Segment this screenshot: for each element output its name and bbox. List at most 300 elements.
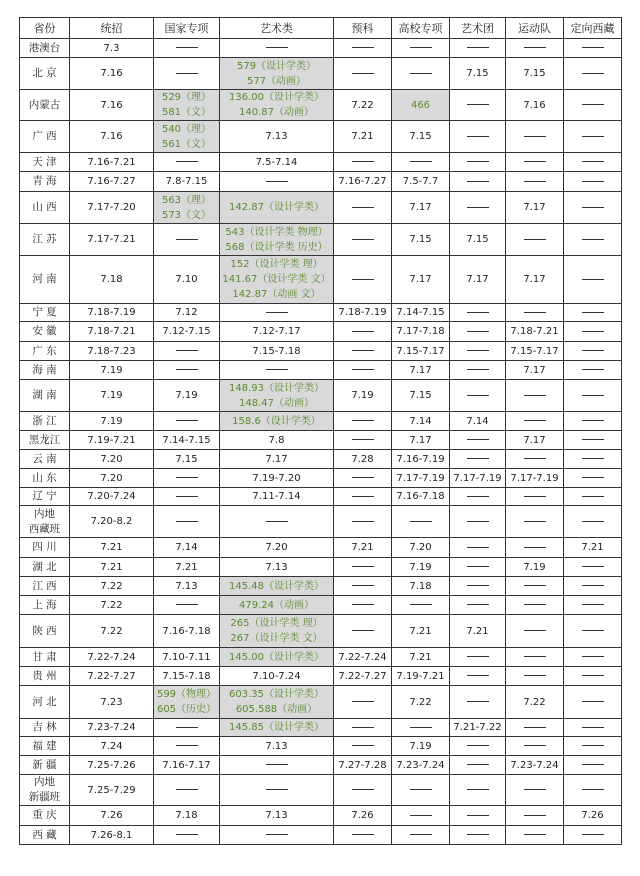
cell-art-troupe [450, 596, 506, 615]
empty-dash [467, 834, 489, 835]
cell-text: 563（理） [161, 194, 212, 206]
cell-national-special [154, 719, 220, 737]
cell-text: 西藏班 [28, 522, 61, 535]
cell-arts [220, 450, 334, 469]
empty-dash [176, 477, 198, 478]
empty-dash [352, 477, 374, 478]
cell-tibet-directed [564, 615, 622, 648]
cell-tibet-directed [564, 538, 622, 558]
cell-arts [220, 39, 334, 58]
cell-unified [70, 775, 154, 806]
cell-art-troupe [450, 826, 506, 845]
cell-art-troupe [450, 506, 506, 538]
cell-text: 479.24（动画） [239, 599, 314, 611]
cell-arts [220, 648, 334, 667]
cell-national-special [154, 826, 220, 845]
cell-text: 贵 州 [32, 669, 57, 682]
cell-text: 7.13 [265, 131, 288, 142]
cell-tibet-directed [564, 192, 622, 224]
empty-dash [410, 521, 432, 522]
empty-dash [524, 395, 546, 396]
table-row [20, 90, 622, 121]
cell-text: 7.17-7.19 [453, 472, 502, 484]
cell-text: 7.23-7.24 [396, 759, 445, 771]
cell-unified [70, 256, 154, 304]
cell-text: 7.27-7.28 [338, 759, 387, 771]
table-row [20, 506, 622, 538]
empty-dash [582, 279, 604, 280]
cell-text: 7.15 [466, 68, 489, 79]
cell-text: 7.17 [523, 274, 546, 285]
cell-arts [220, 412, 334, 431]
cell-province [20, 58, 70, 90]
cell-province [20, 192, 70, 224]
cell-text: 7.23-7.24 [87, 722, 136, 733]
cell-text: 7.22-7.27 [87, 670, 136, 682]
cell-text: 7.12-7.17 [252, 326, 301, 337]
empty-dash [176, 47, 198, 48]
cell-sports-team [506, 256, 564, 304]
cell-tibet-directed [564, 450, 622, 469]
empty-dash [176, 73, 198, 74]
cell-university-special [392, 775, 450, 806]
cell-tibet-directed [564, 380, 622, 412]
empty-dash [410, 161, 432, 162]
cell-province [20, 737, 70, 756]
cell-province [20, 506, 70, 538]
cell-university-special [392, 431, 450, 450]
cell-national-special [154, 361, 220, 380]
cell-text: 7.19-7.21 [87, 434, 136, 446]
cell-sports-team [506, 361, 564, 380]
cell-unified [70, 412, 154, 431]
empty-dash [467, 585, 489, 586]
cell-text: 7.13 [265, 740, 288, 752]
empty-dash [352, 630, 374, 631]
cell-province [20, 806, 70, 826]
cell-national-special [154, 58, 220, 90]
cell-text: 7.19 [409, 561, 432, 573]
cell-text: 海 南 [32, 363, 57, 376]
cell-text: 7.15 [409, 131, 432, 142]
cell-text: 港澳台 [28, 41, 61, 54]
cell-text: 148.93（设计学类） [229, 382, 324, 394]
cell-text: 466 [410, 99, 431, 111]
empty-dash [352, 350, 374, 351]
cell-preparatory [334, 153, 392, 172]
empty-dash [467, 604, 489, 605]
cell-arts [220, 172, 334, 192]
cell-province [20, 450, 70, 469]
cell-sports-team [506, 686, 564, 719]
cell-text: 142.87（设计学类） [229, 202, 324, 213]
cell-unified [70, 737, 154, 756]
cell-national-special [154, 737, 220, 756]
cell-university-special [392, 756, 450, 775]
cell-unified [70, 192, 154, 224]
cell-unified [70, 450, 154, 469]
empty-dash [467, 496, 489, 497]
cell-university-special [392, 469, 450, 488]
cell-university-special [392, 667, 450, 686]
empty-dash [582, 764, 604, 765]
cell-province [20, 172, 70, 192]
empty-dash [266, 764, 288, 765]
cell-art-troupe [450, 58, 506, 90]
cell-unified [70, 431, 154, 450]
empty-dash [467, 395, 489, 396]
cell-text: 7.16 [100, 68, 123, 79]
cell-text: 7.20-7.24 [87, 491, 136, 502]
cell-unified [70, 153, 154, 172]
cell-province [20, 469, 70, 488]
cell-arts [220, 577, 334, 596]
empty-dash [410, 789, 432, 790]
cell-sports-team [506, 577, 564, 596]
cell-text: 7.15 [409, 234, 432, 245]
cell-text: 7.17-7.21 [87, 234, 136, 245]
cell-text: 7.17-7.20 [87, 202, 136, 213]
empty-dash [352, 585, 374, 586]
cell-province [20, 686, 70, 719]
cell-text: 7.18 [175, 810, 198, 821]
cell-tibet-directed [564, 39, 622, 58]
cell-sports-team [506, 192, 564, 224]
cell-text: 7.26 [100, 810, 123, 821]
cell-national-special [154, 121, 220, 153]
cell-text: 141.67（设计学类 文） [222, 274, 331, 285]
empty-dash [352, 420, 374, 421]
cell-unified [70, 380, 154, 412]
cell-text: 561（文） [161, 138, 212, 150]
cell-national-special [154, 412, 220, 431]
empty-dash [176, 834, 198, 835]
cell-university-special [392, 192, 450, 224]
cell-text: 7.20 [265, 542, 288, 553]
cell-arts [220, 380, 334, 412]
cell-unified [70, 342, 154, 361]
empty-dash [266, 834, 288, 835]
cell-art-troupe [450, 380, 506, 412]
cell-art-troupe [450, 648, 506, 667]
empty-dash [582, 789, 604, 790]
cell-text: 7.21 [351, 542, 374, 553]
table-row [20, 719, 622, 737]
cell-tibet-directed [564, 506, 622, 538]
cell-national-special [154, 596, 220, 615]
table-row [20, 361, 622, 380]
empty-dash [467, 675, 489, 676]
cell-unified [70, 39, 154, 58]
cell-sports-team [506, 506, 564, 538]
empty-dash [524, 585, 546, 586]
cell-arts [220, 488, 334, 506]
cell-university-special [392, 224, 450, 256]
cell-arts [220, 58, 334, 90]
cell-national-special [154, 686, 220, 719]
cell-sports-team [506, 224, 564, 256]
cell-art-troupe [450, 90, 506, 121]
cell-art-troupe [450, 469, 506, 488]
empty-dash [582, 727, 604, 728]
cell-text: 7.16 [100, 99, 123, 111]
cell-preparatory [334, 192, 392, 224]
cell-art-troupe [450, 450, 506, 469]
cell-text: 7.15 [409, 390, 432, 401]
empty-dash [582, 675, 604, 676]
cell-tibet-directed [564, 719, 622, 737]
cell-university-special [392, 90, 450, 121]
empty-dash [467, 789, 489, 790]
table-row [20, 342, 622, 361]
empty-dash [352, 834, 374, 835]
empty-dash [176, 604, 198, 605]
cell-text: 7.19 [523, 561, 546, 573]
empty-dash [266, 369, 288, 370]
empty-dash [352, 331, 374, 332]
cell-preparatory [334, 380, 392, 412]
cell-text: 云 南 [32, 452, 57, 465]
cell-text: 7.11-7.14 [252, 491, 301, 502]
cell-text: 7.21 [351, 131, 374, 142]
empty-dash [524, 47, 546, 48]
cell-preparatory [334, 558, 392, 577]
cell-text: 7.28 [351, 453, 374, 465]
empty-dash [266, 181, 288, 182]
cell-unified [70, 361, 154, 380]
cell-university-special [392, 304, 450, 322]
cell-arts [220, 538, 334, 558]
cell-university-special [392, 596, 450, 615]
cell-text: 山 东 [32, 471, 57, 484]
empty-dash [176, 420, 198, 421]
cell-arts [220, 224, 334, 256]
cell-text: 7.20 [409, 542, 432, 553]
cell-text: 568（设计学类 历史） [225, 241, 328, 253]
header-unified: 统招 [70, 18, 154, 39]
empty-dash [176, 350, 198, 351]
cell-text: 7.16-7.19 [396, 453, 445, 465]
cell-text: 7.22 [100, 599, 123, 611]
cell-university-special [392, 450, 450, 469]
empty-dash [582, 136, 604, 137]
cell-text: 7.17 [409, 434, 432, 446]
cell-text: 山 西 [32, 201, 57, 213]
empty-dash [582, 73, 604, 74]
cell-text: 7.17-7.19 [396, 472, 445, 484]
cell-text: 7.22 [523, 696, 546, 708]
cell-national-special [154, 431, 220, 450]
cell-tibet-directed [564, 648, 622, 667]
table-row [20, 469, 622, 488]
cell-text: 7.17 [523, 434, 546, 446]
cell-text: 7.15-7.17 [396, 345, 445, 357]
cell-sports-team [506, 90, 564, 121]
cell-text: 7.22-7.24 [87, 651, 136, 663]
cell-province [20, 431, 70, 450]
cell-art-troupe [450, 775, 506, 806]
cell-text: 甘 肃 [32, 650, 57, 663]
header-national-special: 国家专项 [154, 18, 220, 39]
admission-schedule-table-wrapper [19, 17, 622, 845]
cell-tibet-directed [564, 488, 622, 506]
cell-national-special [154, 172, 220, 192]
empty-dash [410, 815, 432, 816]
cell-arts [220, 342, 334, 361]
cell-sports-team [506, 322, 564, 342]
cell-text: 7.14-7.15 [162, 434, 211, 446]
cell-national-special [154, 469, 220, 488]
cell-province [20, 615, 70, 648]
cell-sports-team [506, 538, 564, 558]
cell-sports-team [506, 667, 564, 686]
cell-text: 7.25-7.26 [87, 759, 136, 771]
cell-text: 7.19-7.21 [396, 670, 445, 682]
empty-dash [352, 789, 374, 790]
cell-text: 7.16-7.27 [338, 176, 387, 187]
cell-province [20, 412, 70, 431]
empty-dash [176, 521, 198, 522]
empty-dash [524, 604, 546, 605]
cell-text: 7.19-7.20 [252, 472, 301, 484]
cell-national-special [154, 558, 220, 577]
empty-dash [524, 547, 546, 548]
cell-unified [70, 488, 154, 506]
cell-province [20, 719, 70, 737]
cell-national-special [154, 450, 220, 469]
cell-preparatory [334, 342, 392, 361]
cell-art-troupe [450, 361, 506, 380]
cell-text: 福 建 [32, 739, 57, 752]
empty-dash [467, 521, 489, 522]
cell-sports-team [506, 58, 564, 90]
cell-text: 7.16-7.21 [87, 156, 136, 168]
cell-arts [220, 90, 334, 121]
cell-tibet-directed [564, 826, 622, 845]
cell-text: 7.14 [409, 415, 432, 427]
cell-university-special [392, 342, 450, 361]
cell-text: 7.17 [523, 202, 546, 213]
cell-text: 7.13 [265, 810, 288, 821]
cell-sports-team [506, 304, 564, 322]
cell-university-special [392, 58, 450, 90]
cell-text: 7.17 [409, 364, 432, 376]
cell-text: 7.17 [265, 453, 288, 465]
cell-text: 新 疆 [32, 758, 57, 771]
empty-dash [467, 207, 489, 208]
cell-text: 内蒙古 [28, 98, 61, 111]
cell-arts [220, 192, 334, 224]
empty-dash [582, 604, 604, 605]
cell-preparatory [334, 719, 392, 737]
cell-text: 吉 林 [32, 721, 57, 733]
empty-dash [582, 496, 604, 497]
cell-text: 湖 北 [32, 560, 57, 573]
header-university-special: 高校专项 [392, 18, 450, 39]
cell-province [20, 322, 70, 342]
table-row [20, 737, 622, 756]
cell-text: 7.12-7.15 [162, 326, 211, 337]
cell-text: 7.22-7.24 [338, 651, 387, 663]
cell-text: 7.8 [268, 434, 285, 446]
cell-art-troupe [450, 304, 506, 322]
empty-dash [467, 815, 489, 816]
cell-university-special [392, 121, 450, 153]
cell-text: 7.25-7.29 [87, 784, 136, 796]
cell-text: 7.18 [100, 274, 123, 285]
empty-dash [582, 104, 604, 105]
empty-dash [352, 239, 374, 240]
cell-text: 7.19 [100, 415, 123, 427]
cell-preparatory [334, 577, 392, 596]
cell-province [20, 648, 70, 667]
empty-dash [352, 279, 374, 280]
cell-unified [70, 756, 154, 775]
cell-sports-team [506, 450, 564, 469]
cell-tibet-directed [564, 58, 622, 90]
cell-text: 7.17 [466, 274, 489, 285]
cell-text: 145.48（设计学类） [229, 580, 324, 592]
cell-text: 573（文） [161, 209, 212, 221]
cell-text: 江 西 [32, 579, 57, 592]
empty-dash [582, 834, 604, 835]
empty-dash [352, 566, 374, 567]
cell-text: 7.17 [409, 202, 432, 213]
cell-text: 7.10-7.11 [162, 651, 211, 663]
cell-unified [70, 686, 154, 719]
cell-national-special [154, 488, 220, 506]
header-province: 省份 [20, 18, 70, 39]
empty-dash [176, 369, 198, 370]
empty-dash [467, 331, 489, 332]
cell-arts [220, 431, 334, 450]
cell-province [20, 39, 70, 58]
table-row [20, 826, 622, 845]
empty-dash [524, 136, 546, 137]
cell-university-special [392, 172, 450, 192]
cell-text: 7.21 [100, 561, 123, 573]
cell-tibet-directed [564, 431, 622, 450]
cell-university-special [392, 737, 450, 756]
cell-province [20, 667, 70, 686]
cell-text: 577（动画） [246, 75, 307, 87]
empty-dash [176, 161, 198, 162]
cell-university-special [392, 506, 450, 538]
empty-dash [467, 745, 489, 746]
cell-text: 7.16-7.27 [87, 176, 136, 187]
cell-art-troupe [450, 224, 506, 256]
table-row [20, 431, 622, 450]
empty-dash [467, 458, 489, 459]
cell-province [20, 153, 70, 172]
table-row [20, 304, 622, 322]
cell-art-troupe [450, 737, 506, 756]
empty-dash [582, 701, 604, 702]
cell-province [20, 538, 70, 558]
cell-text: 宁 夏 [32, 306, 57, 318]
cell-preparatory [334, 322, 392, 342]
cell-university-special [392, 538, 450, 558]
cell-text: 北 京 [32, 67, 57, 79]
cell-text: 7.21 [581, 542, 604, 553]
cell-text: 7.12 [175, 307, 198, 318]
empty-dash [176, 496, 198, 497]
cell-arts [220, 719, 334, 737]
cell-national-special [154, 39, 220, 58]
cell-sports-team [506, 488, 564, 506]
header-arts: 艺术类 [220, 18, 334, 39]
cell-national-special [154, 256, 220, 304]
